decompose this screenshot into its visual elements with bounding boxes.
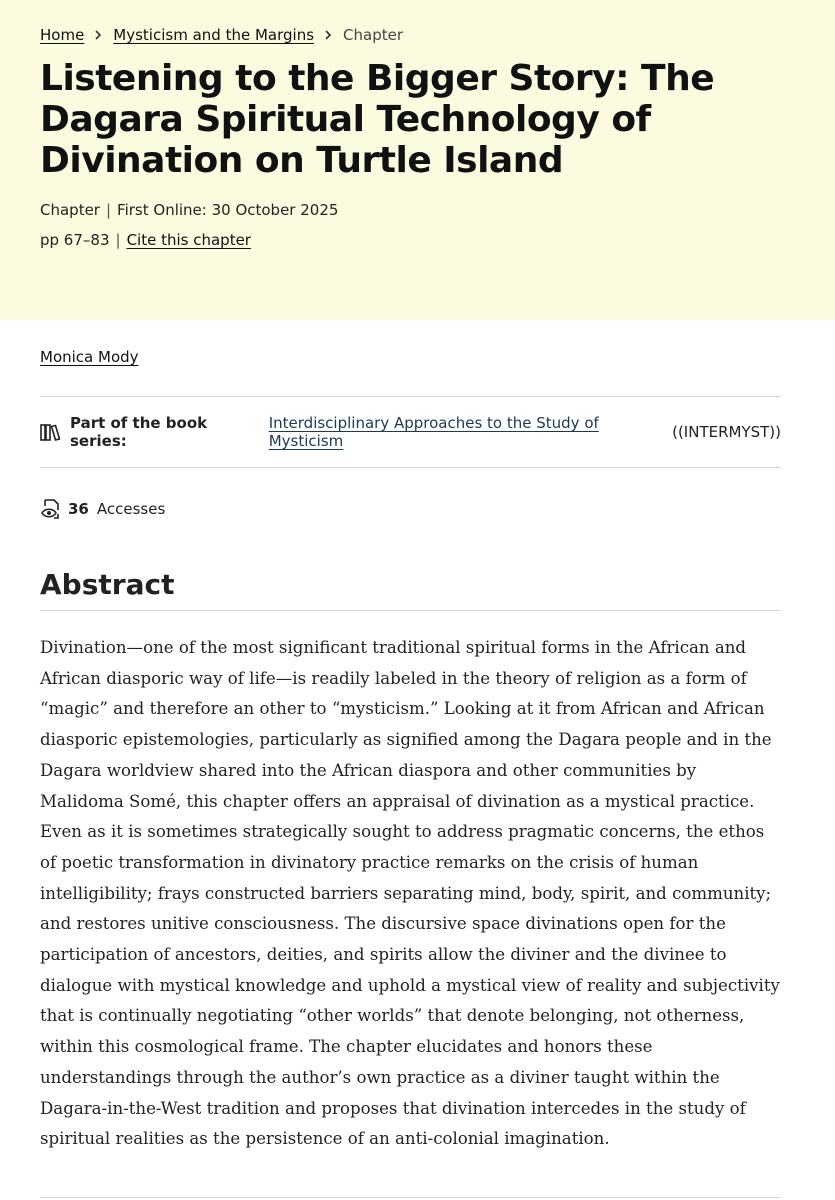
chapter-meta (40, 195, 795, 255)
accesses-label: Accesses (96, 500, 166, 518)
series-abbreviation: ((INTERMYST)) (672, 423, 781, 441)
accesses-metric (40, 498, 165, 520)
accesses-count: 36 (68, 500, 89, 518)
author-list (40, 320, 781, 396)
breadcrumb-home-link[interactable]: Home (40, 26, 85, 44)
breadcrumb-current: Chapter (343, 26, 403, 44)
first-online-date: First Online: 30 October 2025 (117, 201, 339, 219)
divider (40, 1197, 781, 1198)
series-label: Part of the book series: (70, 414, 208, 450)
page-range: pp 67–83 (40, 231, 110, 249)
meta-separator: | (115, 231, 121, 249)
chevron-right-icon (323, 30, 333, 40)
meta-line-2 (40, 225, 795, 255)
page-title: Listening to the Bigger Story: The Dagara Spiritual Technology of Divination on Turtle Island (40, 58, 715, 181)
breadcrumb-book-link[interactable]: Mysticism and the Margins (113, 26, 315, 44)
accesses-icon (40, 498, 62, 520)
abstract-section (40, 568, 781, 1155)
author-link[interactable]: Monica Mody (40, 348, 139, 366)
meta-separator: | (105, 201, 112, 219)
abstract-text: Divination—one of the most significant traditional spiritual forms in the African and African diasporic way of life—is readily labeled in the theory of religion as a form of “magic” and therefore an other to “mysticism.” Looking at it from African and African diasporic epistemologies, particularly as signified among the Dagara people and in the Dagara worldview shared into the African diaspora and other communities by Malidoma Somé, this chapter offers an appraisal of divination as a mystical practice. Even as it is sometimes strategically sought to address pragmatic concerns, the ethos of poetic transformation in divinatory practice remarks on the crisis of human intelligibility; frays constructed barriers separating mind, body, spirit, and community; and restores unitive consciousness. The discursive space divinations open for the participation of ancestors, deities, and spirits allow the diviner and the divinee to dialogue with mystical knowledge and uphold a mystical view of reality and subjectivity that is continually negotiating “other worlds” that denote belonging, not otherness, within this cosmological frame. The chapter elucidates and honors these understandings through the author’s own practice as a diviner taught within the Dagara-in-the-West tradition and proposes that divination intercedes in the study of spiritual realities as the persistence of an anti-colonial imagination. (40, 638, 780, 1149)
chapter-header (0, 0, 835, 320)
chevron-right-icon (93, 30, 103, 40)
main-content (0, 320, 835, 1155)
book-series (40, 397, 781, 467)
meta-line-1 (40, 195, 795, 225)
breadcrumb (40, 24, 795, 46)
metrics (40, 468, 781, 568)
content-type: Chapter (40, 201, 100, 219)
series-link[interactable]: Interdisciplinary Approaches to the Study of Mysticism (268, 414, 599, 450)
abstract-heading: Abstract (40, 568, 175, 601)
books-icon (40, 422, 62, 442)
cite-chapter-link[interactable]: Cite this chapter (126, 231, 251, 249)
divider (40, 610, 781, 611)
